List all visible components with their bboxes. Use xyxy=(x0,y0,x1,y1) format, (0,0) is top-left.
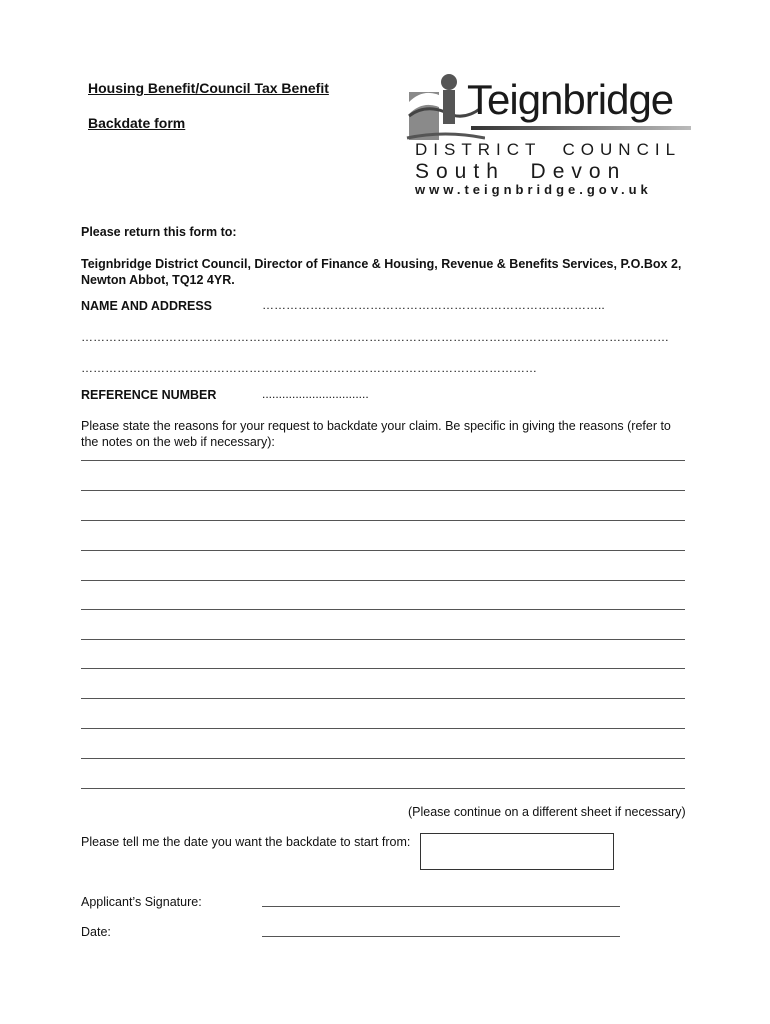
reason-line[interactable] xyxy=(81,550,685,551)
reason-line[interactable] xyxy=(81,758,685,759)
name-address-label: NAME AND ADDRESS xyxy=(81,299,213,313)
reason-line[interactable] xyxy=(81,639,685,640)
address-line-3[interactable]: …………………………………………………………………………………………………… xyxy=(81,361,537,375)
reason-line[interactable] xyxy=(81,788,685,789)
logo-underline xyxy=(471,126,691,130)
reason-line[interactable] xyxy=(81,698,685,699)
form-subtitle: Backdate form xyxy=(88,115,186,131)
return-address: Teignbridge District Council, Director of Finance & Housing, Revenue & Benefits Services, P.O.Box 2, Newton Abbot, TQ12 4YR. xyxy=(81,257,682,287)
logo-website: www.teignbridge.gov.uk xyxy=(415,182,652,197)
date-label: Date: xyxy=(81,925,111,939)
reason-line[interactable] xyxy=(81,490,685,491)
date-line[interactable] xyxy=(262,936,620,937)
reason-line[interactable] xyxy=(81,609,685,610)
logo-name: Teignbridge xyxy=(467,76,674,123)
continue-note: (Please continue on a different sheet if necessary) xyxy=(408,805,686,819)
reason-line[interactable] xyxy=(81,460,685,461)
backdate-prompt: Please tell me the date you want the backdate to start from: xyxy=(81,835,411,849)
backdate-date-box[interactable] xyxy=(420,833,614,870)
teignbridge-logo xyxy=(405,72,695,202)
return-heading: Please return this form to: xyxy=(81,225,237,239)
logo-district-council: DISTRICT COUNCIL xyxy=(415,140,682,159)
reference-number-label: REFERENCE NUMBER xyxy=(81,388,217,402)
logo-south-devon: South Devon xyxy=(415,160,627,183)
reason-line[interactable] xyxy=(81,580,685,581)
reasons-prompt: Please state the reasons for your request to backdate your claim. Be specific in giving the reasons (refer to the notes on the web if necessary): xyxy=(81,419,671,449)
reason-line[interactable] xyxy=(81,668,685,669)
reason-line[interactable] xyxy=(81,520,685,521)
address-line-2[interactable]: ………………………………………………………………………………………………………………………………… xyxy=(81,330,669,344)
form-title: Housing Benefit/Council Tax Benefit xyxy=(88,80,329,96)
reference-number-field[interactable]: ................................ xyxy=(262,387,369,401)
reason-line[interactable] xyxy=(81,728,685,729)
signature-line[interactable] xyxy=(262,906,620,907)
name-address-field[interactable]: ………………………………………………………………………….. xyxy=(262,298,605,312)
signature-label: Applicant’s Signature: xyxy=(81,895,202,909)
